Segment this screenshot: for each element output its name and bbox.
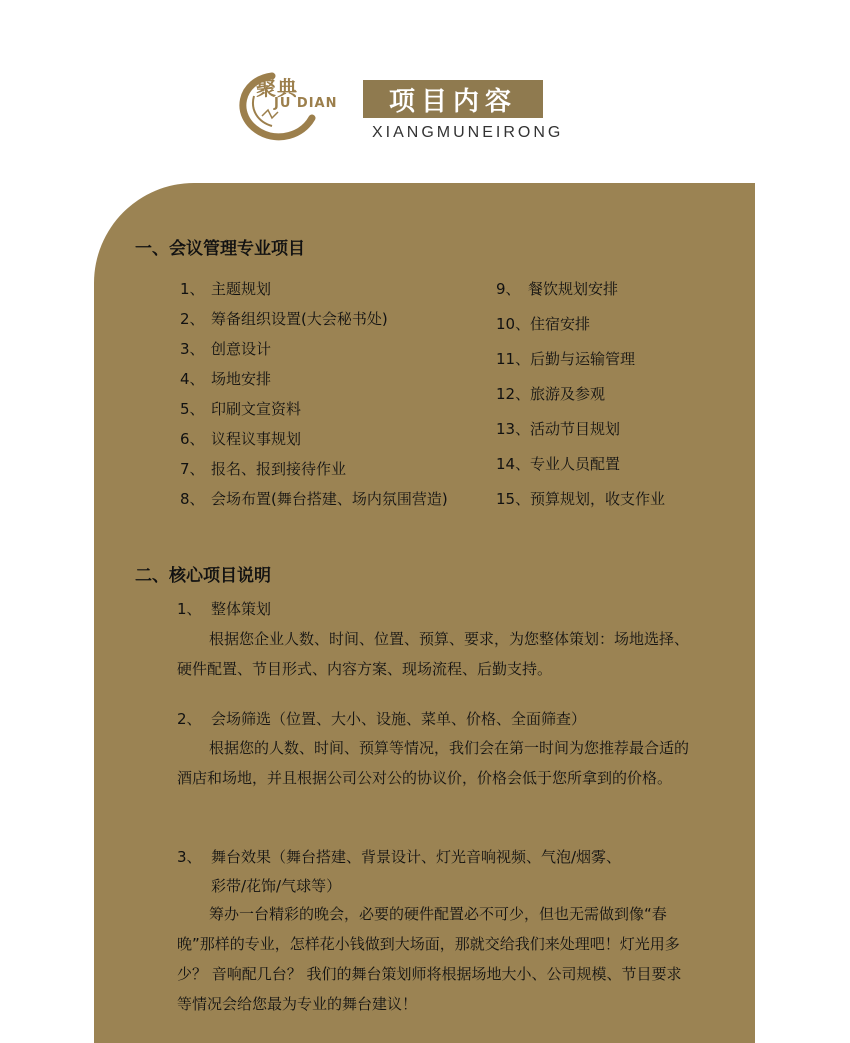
subsection-title-continued: 彩带/花饰/气球等）	[211, 877, 342, 895]
list-item: 10、住宿安排	[496, 315, 591, 333]
list-item: 15、预算规划，收支作业	[496, 490, 666, 508]
page-title-pinyin: XIANGMUNEIRONG	[372, 124, 564, 141]
subsection-body: 根据您企业人数、时间、位置、预算、要求，为您整体策划：场地选择、硬件配置、节目形式、内容方案、现场流程、后勤支持。	[177, 630, 690, 678]
list-item: 14、专业人员配置	[496, 455, 621, 473]
section-heading-2: 二、核心项目说明	[135, 566, 271, 586]
logo-english-text: JU DIAN	[274, 96, 338, 111]
list-item: 4、 场地安排	[180, 370, 272, 388]
logo-chinese-text: 聚典	[256, 76, 298, 100]
list-item: 5、 印刷文宣资料	[180, 400, 302, 418]
subsection-title: 2、 会场筛选（位置、大小、设施、菜单、价格、全面筛查）	[177, 710, 587, 728]
list-item: 2、 筹备组织设置(大会秘书处)	[180, 310, 388, 328]
subsection-title: 3、 舞台效果（舞台搭建、背景设计、灯光音响视频、气泡/烟雾、	[177, 848, 622, 866]
subsection-title: 1、 整体策划	[177, 600, 272, 618]
brand-logo	[232, 66, 344, 144]
list-item: 12、旅游及参观	[496, 385, 606, 403]
list-item: 7、 报名、报到接待作业	[180, 460, 347, 478]
list-item: 6、 议程议事规划	[180, 430, 302, 448]
list-item: 13、活动节目规划	[496, 420, 621, 438]
section-heading-1: 一、会议管理专业项目	[135, 239, 305, 259]
subsection-body: 根据您的人数、时间、预算等情况，我们会在第一时间为您推荐最合适的酒店和场地，并且根据公司公对公的协议价，价格会低于您所拿到的价格。	[177, 739, 690, 787]
list-item: 9、 餐饮规划安排	[496, 280, 619, 298]
list-item: 1、 主题规划	[180, 280, 272, 298]
subsection-body: 筹办一台精彩的晚会，必要的硬件配置必不可少，但也无需做到像“春晚”那样的专业，怎样花小钱做到大场面，那就交给我们来处理吧！灯光用多少？ 音响配几台？ 我们的舞台策划师将根据场地大小、公司规模、节目要求等情况会给您最为专业的舞台建议！	[177, 905, 682, 1013]
list-item: 3、 创意设计	[180, 340, 272, 358]
page-title: 项目内容	[388, 86, 517, 117]
page-title-box	[363, 80, 543, 118]
list-item: 11、后勤与运输管理	[496, 350, 636, 368]
list-item: 8、 会场布置(舞台搭建、场内氛围营造)	[180, 490, 448, 508]
